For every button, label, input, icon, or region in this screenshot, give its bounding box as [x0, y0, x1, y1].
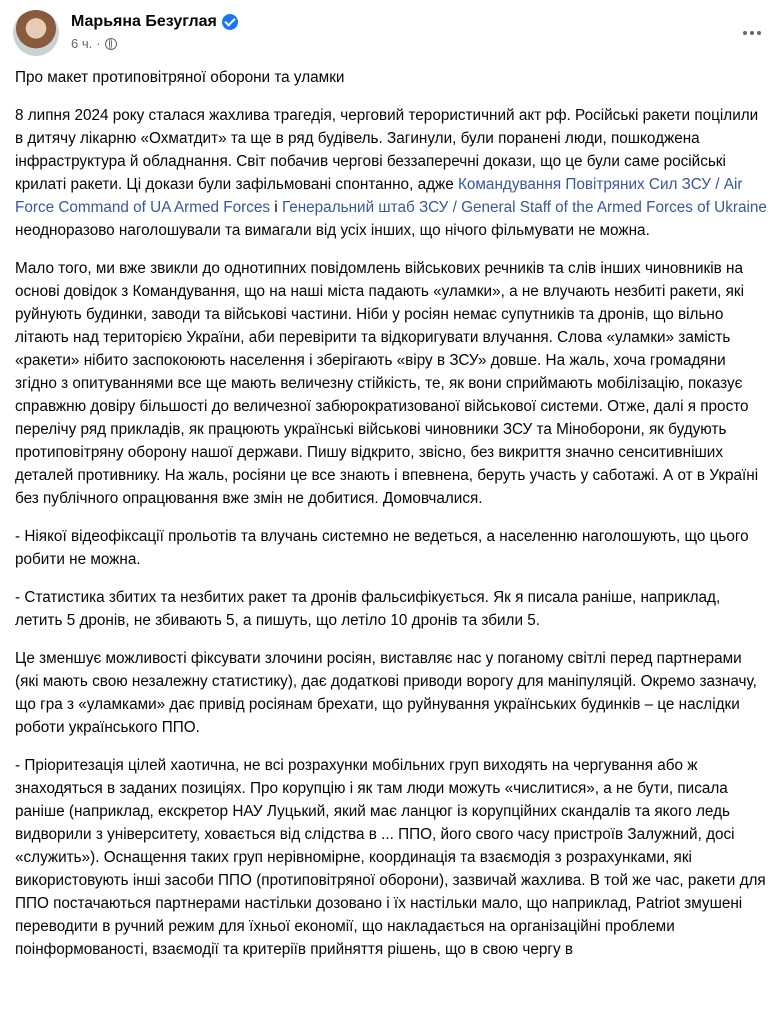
- author-row: [71, 11, 238, 33]
- more-horizontal-icon[interactable]: [737, 18, 767, 48]
- paragraph-1-text-c: неодноразово наголошували та вимагали від усіх інших, що нічого фільмувати не можна.: [15, 222, 650, 239]
- post-meta: [71, 36, 117, 51]
- mention-general-staff[interactable]: Генеральний штаб ЗСУ / General Staff of the Armed Forces of Ukraine: [281, 199, 767, 216]
- paragraph-4: - Статистика збитих та незбитих ракет та дронів фальсифікується. Як я писала раніше, наприклад, летить 5 дронів, не збивають 5, а пишуть, що летіло 10 дронів та збили 5.: [15, 589, 721, 629]
- post-time[interactable]: 6 ч.: [71, 36, 93, 51]
- paragraph-1-text-b: і: [270, 199, 282, 216]
- paragraph-3: - Ніякої відеофіксації прольотів та влучань системно не ведеться, а населенню наголошують, що цього робити не можна.: [15, 528, 749, 568]
- paragraph-2: Мало того, ми вже звикли до однотипних повідомлень військових речників та слів інших чиновників на основі довідок з Командування, що на наші міста падають «уламки», а не влучають незбиті ракети, які руйнують будинки, заводи та військові частини. Ніби у росіян немає супутників та дронів, що вільно літають над територією України, аби перевірити та відкоригувати влучання. Слова «уламки» замість «ракети» нібито заспокоюють населення і зберігають «віру в ЗСУ» довше. На жаль, хоча громадяни згідно з опитуваннями все ще мають величезну стійкість, те, як вони сприймають мобілізацію, показує справжню довіру більшості до величезної забюрократизованої військової системи. Отже, далі я просто перелічу ряд прикладів, як працюють українські військові чиновники ЗСУ та Міноборони, як будують протиповітряну оборону нашої держави. Пишу відкрито, звісно, без викриття значно сенситивніших деталей противнику. На жаль, росіяни це все знають і впевнена, беруть участь у саботажі. А от в Україні без публічного опрацювання вже змін не добитися. Домовчалися.: [15, 260, 759, 507]
- author-name[interactable]: Марьяна Безуглая: [71, 13, 217, 30]
- post-title: Про макет протиповітряної оборони та уламки: [15, 69, 345, 86]
- paragraph-1: [15, 104, 767, 242]
- post-header: [0, 0, 781, 62]
- globe-icon[interactable]: [105, 38, 117, 50]
- post-body: [15, 66, 767, 976]
- verified-badge-icon: [222, 14, 238, 30]
- paragraph-6: - Пріоритезація цілей хаотична, не всі розрахунки мобільних груп виходять на чергування або ж знаходяться в заданих позиціях. Про корупцію і як там люди можуть «числитися», а не бути, писала раніше (наприклад, екскретор НАУ Луцький, який має ланцюг із корупційних скандалів та якого ледь видворили з університету, ховається від слідства в ... ППО, його свого часу пристроїв Залужний, досі «служить»). Оснащення таких груп нерівномірне, координація та взаємодія з розрахунками, які використовують інші засоби ППО (протиповітряної оборони), зазвичай жахлива. В той же час, ракети для ППО постачаються партнерами настільки дозовано і їх настільки мало, що наприклад, Patriot змушені переводити в ручний режим для їхньої економії, що накладається на організаційні проблеми поінформованості, взаємодії та критеріїв прийняття рішень, що в свою чергу в: [15, 757, 766, 958]
- mention-air-force-command[interactable]: Командування Повітряних Сил ЗСУ / Air Force Command of UA Armed Forces: [15, 176, 743, 216]
- avatar[interactable]: [13, 10, 59, 56]
- paragraph-5: Це зменшує можливості фіксувати злочини росіян, виставляє нас у поганому світлі перед партнерами (які мають свою незалежну статистику), дає додаткові приводи ворогу для маніпуляцій. Окремо зазначу, що гра з «уламками» дає привід росіянам брехати, що руйнування українських будинків – це наслідки роботи українського ППО.: [15, 650, 757, 736]
- paragraph-1-text-a: 8 липня 2024 року сталася жахлива трагедія, черговий терористичний акт рф. Російські ракети поцілили в дитячу лікарню «Охматдит» та ще в ряд будівель. Загинули, були поранені люди, пошкоджена інфраструктура й обладнання. Світ побачив чергові беззаперечні докази, що це були саме російські крилаті ракети. Ці докази були зафільмовані спонтанно, адже: [15, 107, 759, 193]
- meta-separator: ·: [96, 36, 101, 51]
